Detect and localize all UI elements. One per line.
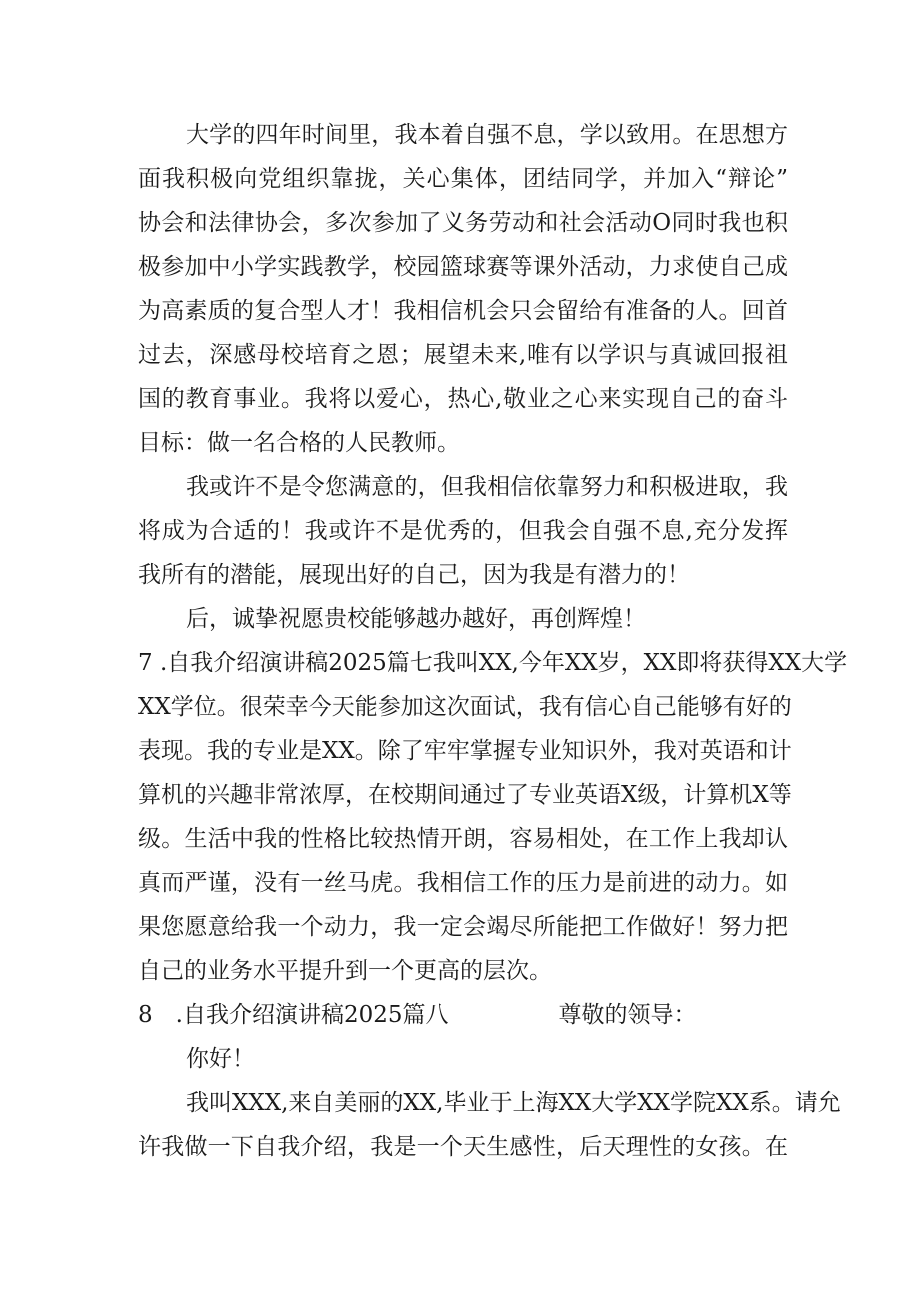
text-line: 我或许不是令您满意的，但我相信依靠努力和积极进取，我 [186, 474, 788, 500]
text-line: 大学的四年时间里，我本着自强不息，学以致用。在思想方 [186, 122, 788, 148]
paragraph-self-intro [138, 1081, 841, 1169]
paragraph-closing-wish [138, 597, 788, 641]
greeting: 你好！ [186, 1046, 255, 1072]
text-line: 极参加中小学实践教学，校园篮球赛等课外活动，力求使自己成 [138, 254, 788, 280]
text-line: 果您愿意给我一个动力，我一定会竭尽所能把工作做好！努力把 [138, 914, 788, 940]
text-line: 自己的业务水平提升到一个更高的层次。 [138, 958, 552, 984]
text-line: 目标：做一名合格的人民教师。 [138, 430, 460, 456]
text-line: 级。生活中我的性格比较热情开朗，容易相处，在工作上我却认 [138, 826, 788, 852]
paragraph-potential [138, 465, 788, 597]
document-body [138, 113, 848, 1169]
paragraph-university-years [138, 113, 788, 465]
text-line: 表现。我的专业是XX。除了牢牢掌握专业知识外，我对英语和计 [138, 738, 792, 764]
text-line: 算机的兴趣非常浓厚，在校期间通过了专业英语X级，计算机X等 [138, 782, 792, 808]
section-7-heading-line: 7 .自我介绍演讲稿2025篇七我叫XX,今年XX岁，XX即将获得XX大学 [138, 650, 848, 676]
section-8-salutation: 尊敬的领导： [558, 1002, 697, 1028]
text-line: 真而严谨，没有一丝马虎。我相信工作的压力是前进的动力。如 [138, 870, 788, 896]
text-line: 我所有的潜能，展现出好的自己，因为我是有潜力的！ [138, 562, 690, 588]
text-line: 后，诚挚祝愿贵校能够越办越好，再创辉煌！ [186, 606, 646, 632]
text-line: XX学位。很荣幸今天能参加这次面试，我有信心自己能够有好的 [138, 694, 792, 720]
text-line: 许我做一下自我介绍，我是一个天生感性，后天理性的女孩。在 [138, 1134, 788, 1160]
section-8-title: 8 .自我介绍演讲稿2025篇八 [138, 1002, 449, 1028]
section-7 [138, 641, 848, 993]
text-line: 面我积极向党组织靠拢，关心集体，团结同学，并加入“辩论” [138, 166, 788, 192]
text-line: 过去，深感母校培育之恩；展望未来,唯有以学识与真诚回报祖 [138, 342, 788, 368]
section-8-heading [138, 993, 788, 1037]
text-line: 将成为合适的！我或许不是优秀的，但我会自强不息,充分发挥 [138, 518, 788, 544]
text-line: 为高素质的复合型人才！我相信机会只会留给有准备的人。回首 [138, 298, 788, 324]
text-line: 我叫XXX,来自美丽的XX,毕业于上海XX大学XX学院XX系。请允 [186, 1090, 841, 1116]
text-line: 国的教育事业。我将以爱心，热心,敬业之心来实现自己的奋斗 [138, 386, 788, 412]
text-line: 协会和法律协会，多次参加了义务劳动和社会活动O同时我也积 [138, 210, 788, 236]
